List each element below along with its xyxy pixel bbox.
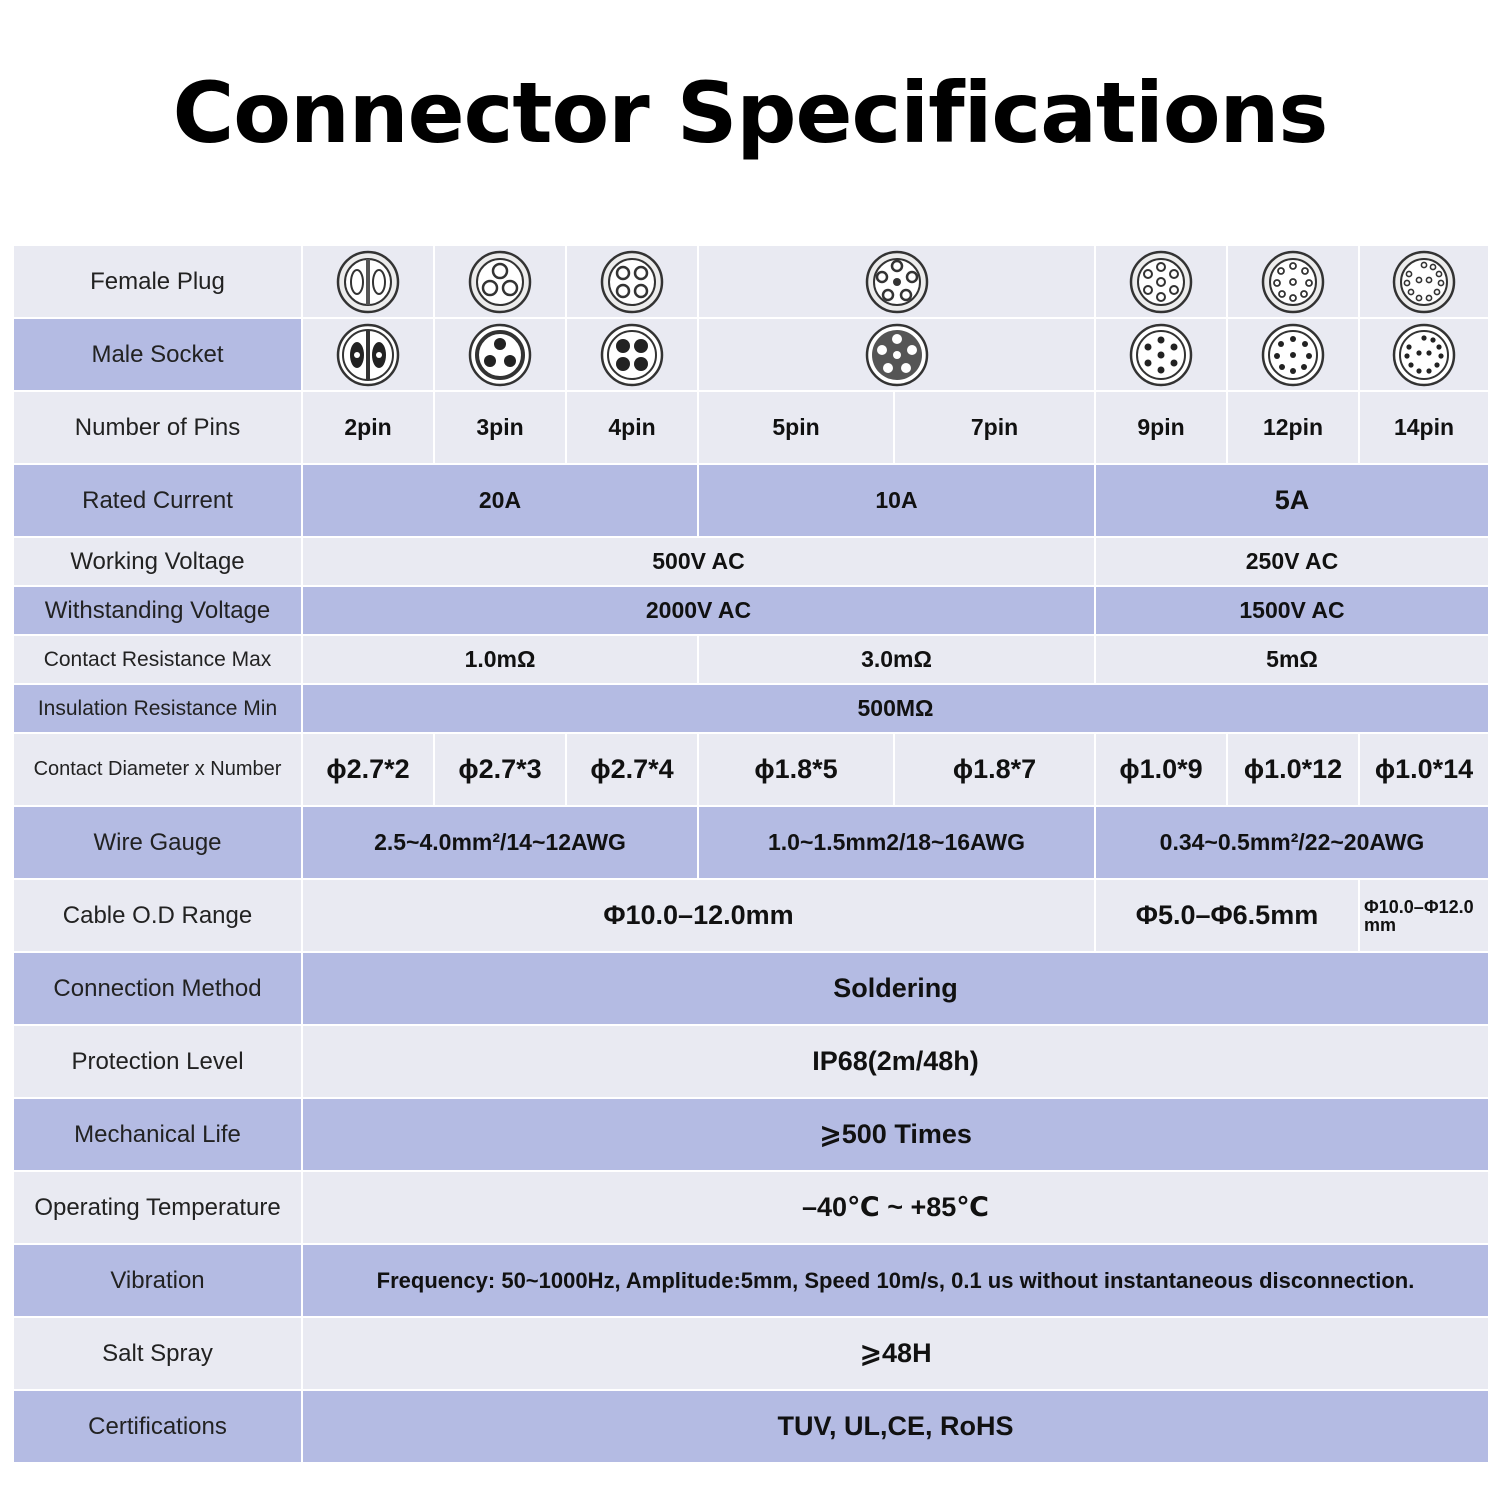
connector-7pin-female-icon [1129,250,1193,314]
row-label: Insulation Resistance Min [13,684,302,733]
connector-9pin-male-icon [1261,323,1325,387]
connector-12pin-male-icon [1392,323,1456,387]
working-voltage-value: 500V AC [302,537,1095,586]
protection-level-value: IP68(2m/48h) [302,1025,1489,1098]
insulation-resistance-value: 500MΩ [302,684,1489,733]
row-vibration [13,1244,1489,1317]
row-label: Contact Diameter x Number [13,733,302,806]
pin-count: 5pin [698,391,894,464]
contact-diameter-value: ϕ2.7*4 [566,733,698,806]
pin-count: 2pin [302,391,434,464]
salt-spray-value: ⩾48H [302,1317,1489,1390]
row-label: Operating Temperature [13,1171,302,1244]
row-operating-temperature [13,1171,1489,1244]
operating-temperature-value: –40℃ ~ +85℃ [302,1171,1489,1244]
contact-resistance-value: 5mΩ [1095,635,1489,684]
row-label: Cable O.D Range [13,879,302,952]
row-salt-spray [13,1317,1489,1390]
row-label: Number of Pins [13,391,302,464]
row-contact-diameter [13,733,1489,806]
contact-diameter-value: ϕ1.8*7 [894,733,1095,806]
contact-diameter-value: ϕ2.7*3 [434,733,566,806]
row-female-plug [13,245,1489,318]
cable-od-value: Φ10.0–12.0mm [302,879,1095,952]
pin-count: 12pin [1227,391,1359,464]
contact-diameter-value: ϕ2.7*2 [302,733,434,806]
row-label: Wire Gauge [13,806,302,879]
row-cable-od [13,879,1489,952]
row-label: Male Socket [13,318,302,391]
connector-9pin-female-icon [1261,250,1325,314]
row-wire-gauge [13,806,1489,879]
working-voltage-value: 250V AC [1095,537,1489,586]
cable-od-value: Φ10.0–Φ12.0 mm [1359,879,1489,952]
wire-gauge-value: 1.0~1.5mm2/18~16AWG [698,806,1095,879]
connection-method-value: Soldering [302,952,1489,1025]
contact-resistance-value: 3.0mΩ [698,635,1095,684]
connector-4pin-female-icon [600,250,664,314]
row-withstanding-voltage [13,586,1489,635]
withstanding-voltage-value: 1500V AC [1095,586,1489,635]
connector-2pin-female-icon [336,250,400,314]
row-label: Female Plug [13,245,302,318]
rated-current-value: 5A [1095,464,1489,537]
row-contact-resistance [13,635,1489,684]
contact-diameter-value: ϕ1.0*12 [1227,733,1359,806]
row-label: Salt Spray [13,1317,302,1390]
row-certifications [13,1390,1489,1463]
connector-3pin-male-icon [468,323,532,387]
row-label: Certifications [13,1390,302,1463]
row-male-socket [13,318,1489,391]
contact-diameter-value: ϕ1.8*5 [698,733,894,806]
rated-current-value: 10A [698,464,1095,537]
row-label: Vibration [13,1244,302,1317]
connector-3pin-female-icon [468,250,532,314]
spec-table [12,244,1490,1464]
row-label: Mechanical Life [13,1098,302,1171]
connector-7pin-male-icon [1129,323,1193,387]
contact-resistance-value: 1.0mΩ [302,635,698,684]
wire-gauge-value: 0.34~0.5mm²/22~20AWG [1095,806,1489,879]
row-rated-current [13,464,1489,537]
vibration-value: Frequency: 50~1000Hz, Amplitude:5mm, Speed 10m/s, 0.1 us without instantaneous disconnection. [302,1244,1489,1317]
rated-current-value: 20A [302,464,698,537]
row-label: Connection Method [13,952,302,1025]
row-protection-level [13,1025,1489,1098]
pin-count: 3pin [434,391,566,464]
connector-2pin-male-icon [336,323,400,387]
row-label: Rated Current [13,464,302,537]
row-label: Contact Resistance Max [13,635,302,684]
pin-count: 4pin [566,391,698,464]
contact-diameter-value: ϕ1.0*14 [1359,733,1489,806]
row-connection-method [13,952,1489,1025]
wire-gauge-value: 2.5~4.0mm²/14~12AWG [302,806,698,879]
row-insulation-resistance [13,684,1489,733]
connector-12pin-female-icon [1392,250,1456,314]
pin-count: 7pin [894,391,1095,464]
row-label: Withstanding Voltage [13,586,302,635]
row-number-of-pins [13,391,1489,464]
connector-5pin-female-icon [865,250,929,314]
withstanding-voltage-value: 2000V AC [302,586,1095,635]
cable-od-value: Φ5.0–Φ6.5mm [1095,879,1359,952]
row-mechanical-life [13,1098,1489,1171]
pin-count: 9pin [1095,391,1227,464]
row-label: Working Voltage [13,537,302,586]
row-working-voltage [13,537,1489,586]
pin-count: 14pin [1359,391,1489,464]
mechanical-life-value: ⩾500 Times [302,1098,1489,1171]
connector-4pin-male-icon [600,323,664,387]
certifications-value: TUV, UL,CE, RoHS [302,1390,1489,1463]
row-label: Protection Level [13,1025,302,1098]
contact-diameter-value: ϕ1.0*9 [1095,733,1227,806]
connector-5pin-male-icon [865,323,929,387]
page-title: Connector Specifications [172,64,1328,162]
